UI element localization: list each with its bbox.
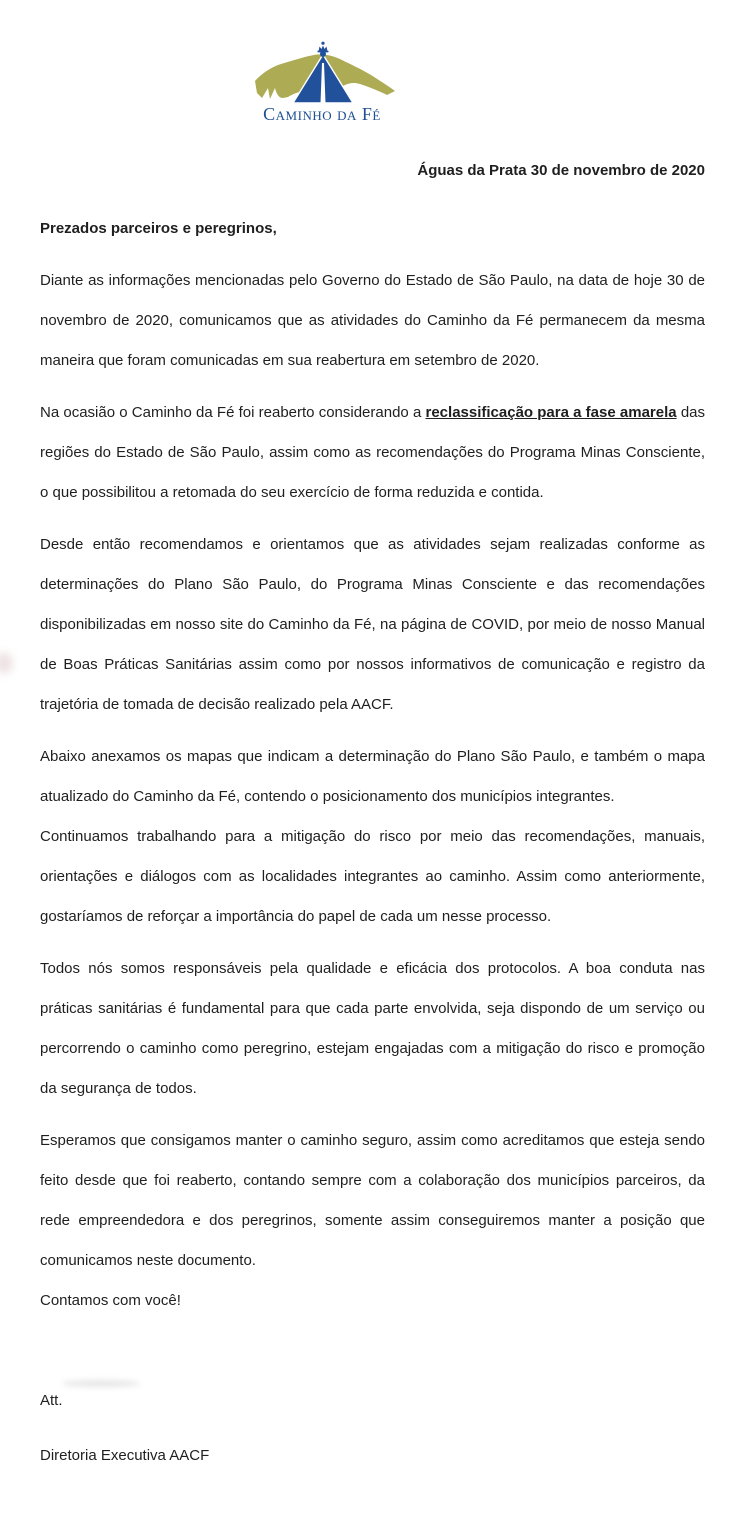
paragraph <box>40 393 705 513</box>
logo-wordmark: Caminho da Fé <box>263 104 381 124</box>
paragraph-text: Todos nós somos responsáveis pela qualidade e eficácia dos protocolos. A boa conduta nas práticas sanitárias é fundamental para que cada parte envolvida, seja dispondo de um serviço ou percorrendo o caminho como peregrino, estejam engajadas com a mitigação do risco e promoção da segurança de todos. <box>40 960 705 1097</box>
paragraph <box>40 737 705 817</box>
signoff: Att. <box>40 1392 63 1409</box>
crown-finial <box>321 42 324 45</box>
paragraph-text: Na ocasião o Caminho da Fé foi reaberto considerando a <box>40 404 426 421</box>
greeting: Prezados parceiros e peregrinos, <box>40 220 277 237</box>
paragraph <box>40 817 705 937</box>
paragraph-text: Diante as informações mencionadas pelo Governo do Estado de São Paulo, na data de hoje 30 de novembro de 2020, comunicamos que as atividades do Caminho da Fé permanecem da mesma maneira que foram comunicadas em sua reabertura em setembro de 2020. <box>40 272 705 369</box>
paragraph-text: Desde então recomendamos e orientamos que as atividades sejam realizadas conforme as determinações do Plano São Paulo, do Programa Minas Consciente e das recomendações disponibilizadas em nosso site do Caminho da Fé, na página de COVID, por meio de nosso Manual de Boas Práticas Sanitárias assim como por nossos informativos de comunicação e registro da trajetória de tomada de decisão realizado pela AACF. <box>40 536 705 713</box>
caminho-da-fe-emblem <box>247 41 397 104</box>
paragraph-text: das regiões do Estado de São Paulo, assim como as recomendações do Programa Minas Consciente, o que possibilitou a retomada do seu exercício de forma reduzida e contida. <box>40 404 706 501</box>
highlighted-phrase: reclassificação para a fase amarela <box>425 404 677 421</box>
paragraph-text: Continuamos trabalhando para a mitigação do risco por meio das recomendações, manuais, orientações e diálogos com as localidades integrantes ao caminho. Assim como anteriormente, gostaríamos de reforçar a importância do papel de cada um nesse processo. <box>40 828 705 925</box>
date-line: Águas da Prata 30 de novembro de 2020 <box>417 162 705 179</box>
paragraph <box>40 525 705 725</box>
scan-smudge <box>62 1380 140 1387</box>
letter-body <box>40 261 705 1281</box>
logo <box>247 41 397 123</box>
closing-line: Contamos com você! <box>40 1292 181 1309</box>
letter-page <box>0 41 735 1519</box>
signature: Diretoria Executiva AACF <box>40 1447 210 1464</box>
paragraph <box>40 261 705 381</box>
paragraph-text: Abaixo anexamos os mapas que indicam a determinação do Plano São Paulo, e também o mapa atualizado do Caminho da Fé, contendo o posicionamento dos municípios integrantes. <box>40 748 705 805</box>
paragraph <box>40 949 705 1109</box>
paragraph-text: Esperamos que consigamos manter o caminho seguro, assim como acreditamos que esteja sendo feito desde que foi reaberto, contando sempre com a colaboração dos municípios parceiros, da rede empreendedora e dos peregrinos, somente assim conseguiremos manter a posição que comunicamos neste documento. <box>40 1132 705 1269</box>
crown-icon <box>319 46 328 52</box>
crown-band <box>318 51 329 53</box>
paragraph <box>40 1121 705 1281</box>
